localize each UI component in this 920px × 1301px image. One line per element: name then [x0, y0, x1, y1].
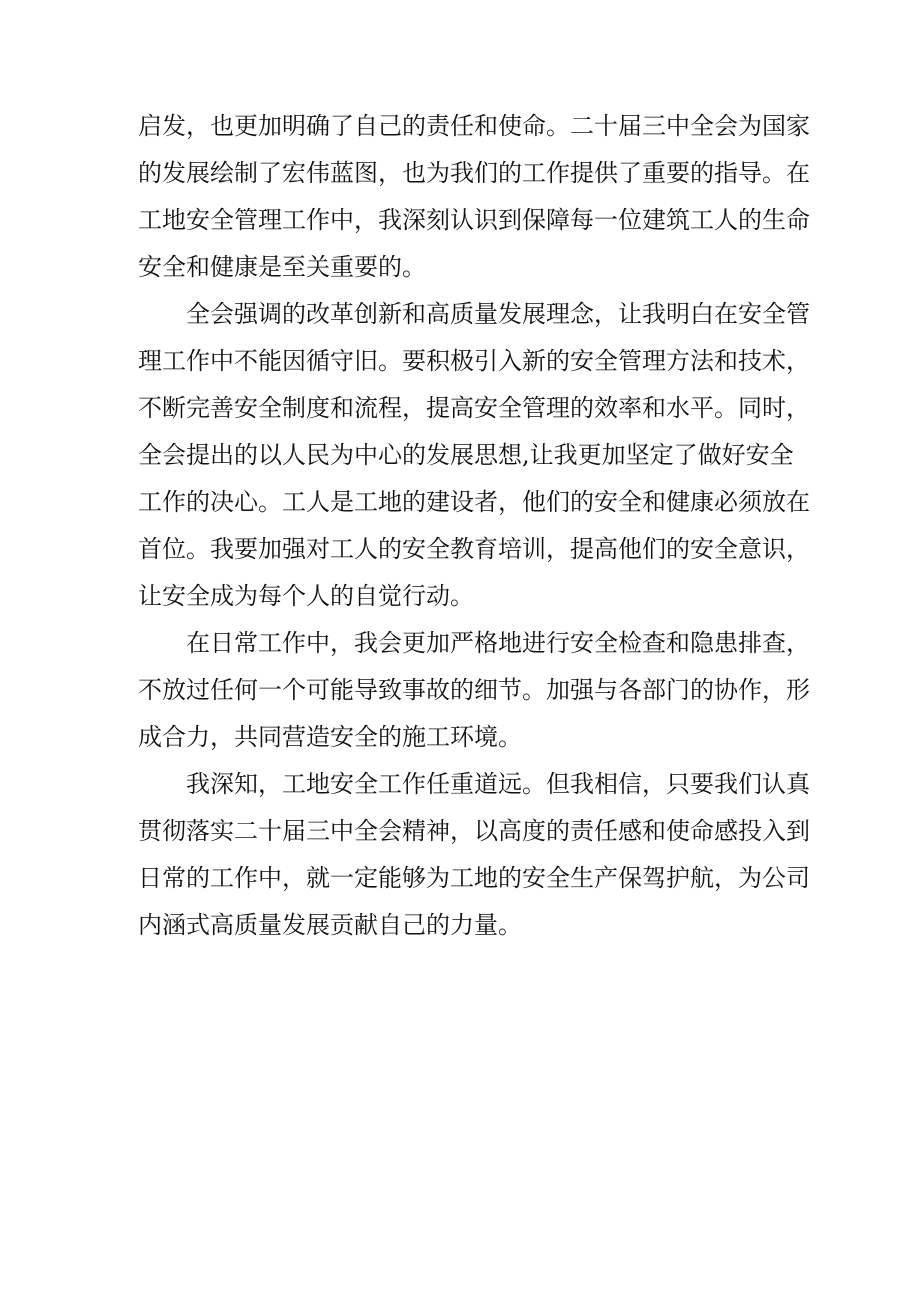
text-line: 首位。我要加强对工人的安全教育培训，提高他们的安全意识，: [138, 535, 810, 563]
text-line: 让安全成为每个人的自觉行动。: [138, 582, 474, 610]
text-line: 在日常工作中，我会更加严格地进行安全检查和隐患排查，: [186, 629, 810, 657]
paragraph: [138, 620, 810, 761]
text-line: 日常的工作中，就一定能够为工地的安全生产保驾护航，为公司: [138, 864, 810, 892]
text-line: 理工作中不能因循守旧。要积极引入新的安全管理方法和技术，: [138, 347, 810, 375]
text-line: 内涵式高质量发展贡献自己的力量。: [138, 911, 522, 939]
text-line: 启发，也更加明确了自己的责任和使命。二十届三中全会为国家: [138, 112, 810, 140]
document-body: [138, 103, 810, 949]
text-line: 工作的决心。工人是工地的建设者，他们的安全和健康必须放在: [138, 488, 810, 516]
text-line: 全会强调的改革创新和高质量发展理念，让我明白在安全管: [186, 300, 810, 328]
text-line: 成合力，共同营造安全的施工环境。: [138, 723, 522, 751]
text-line: 贯彻落实二十届三中全会精神，以高度的责任感和使命感投入到: [138, 817, 810, 845]
text-line: 的发展绘制了宏伟蓝图，也为我们的工作提供了重要的指导。在: [138, 159, 810, 187]
paragraph: [138, 103, 810, 291]
paragraph: [138, 761, 810, 949]
paragraph: [138, 291, 810, 620]
text-line: 不放过任何一个可能导致事故的细节。加强与各部门的协作，形: [138, 676, 810, 704]
text-line: 我深知，工地安全工作任重道远。但我相信，只要我们认真: [186, 770, 810, 798]
text-line: 安全和健康是至关重要的。: [138, 253, 426, 281]
text-line: 全会提出的以人民为中心的发展思想,让我更加坚定了做好安全: [138, 441, 794, 469]
text-line: 不断完善安全制度和流程，提高安全管理的效率和水平。同时，: [138, 394, 810, 422]
text-line: 工地安全管理工作中，我深刻认识到保障每一位建筑工人的生命: [138, 206, 810, 234]
